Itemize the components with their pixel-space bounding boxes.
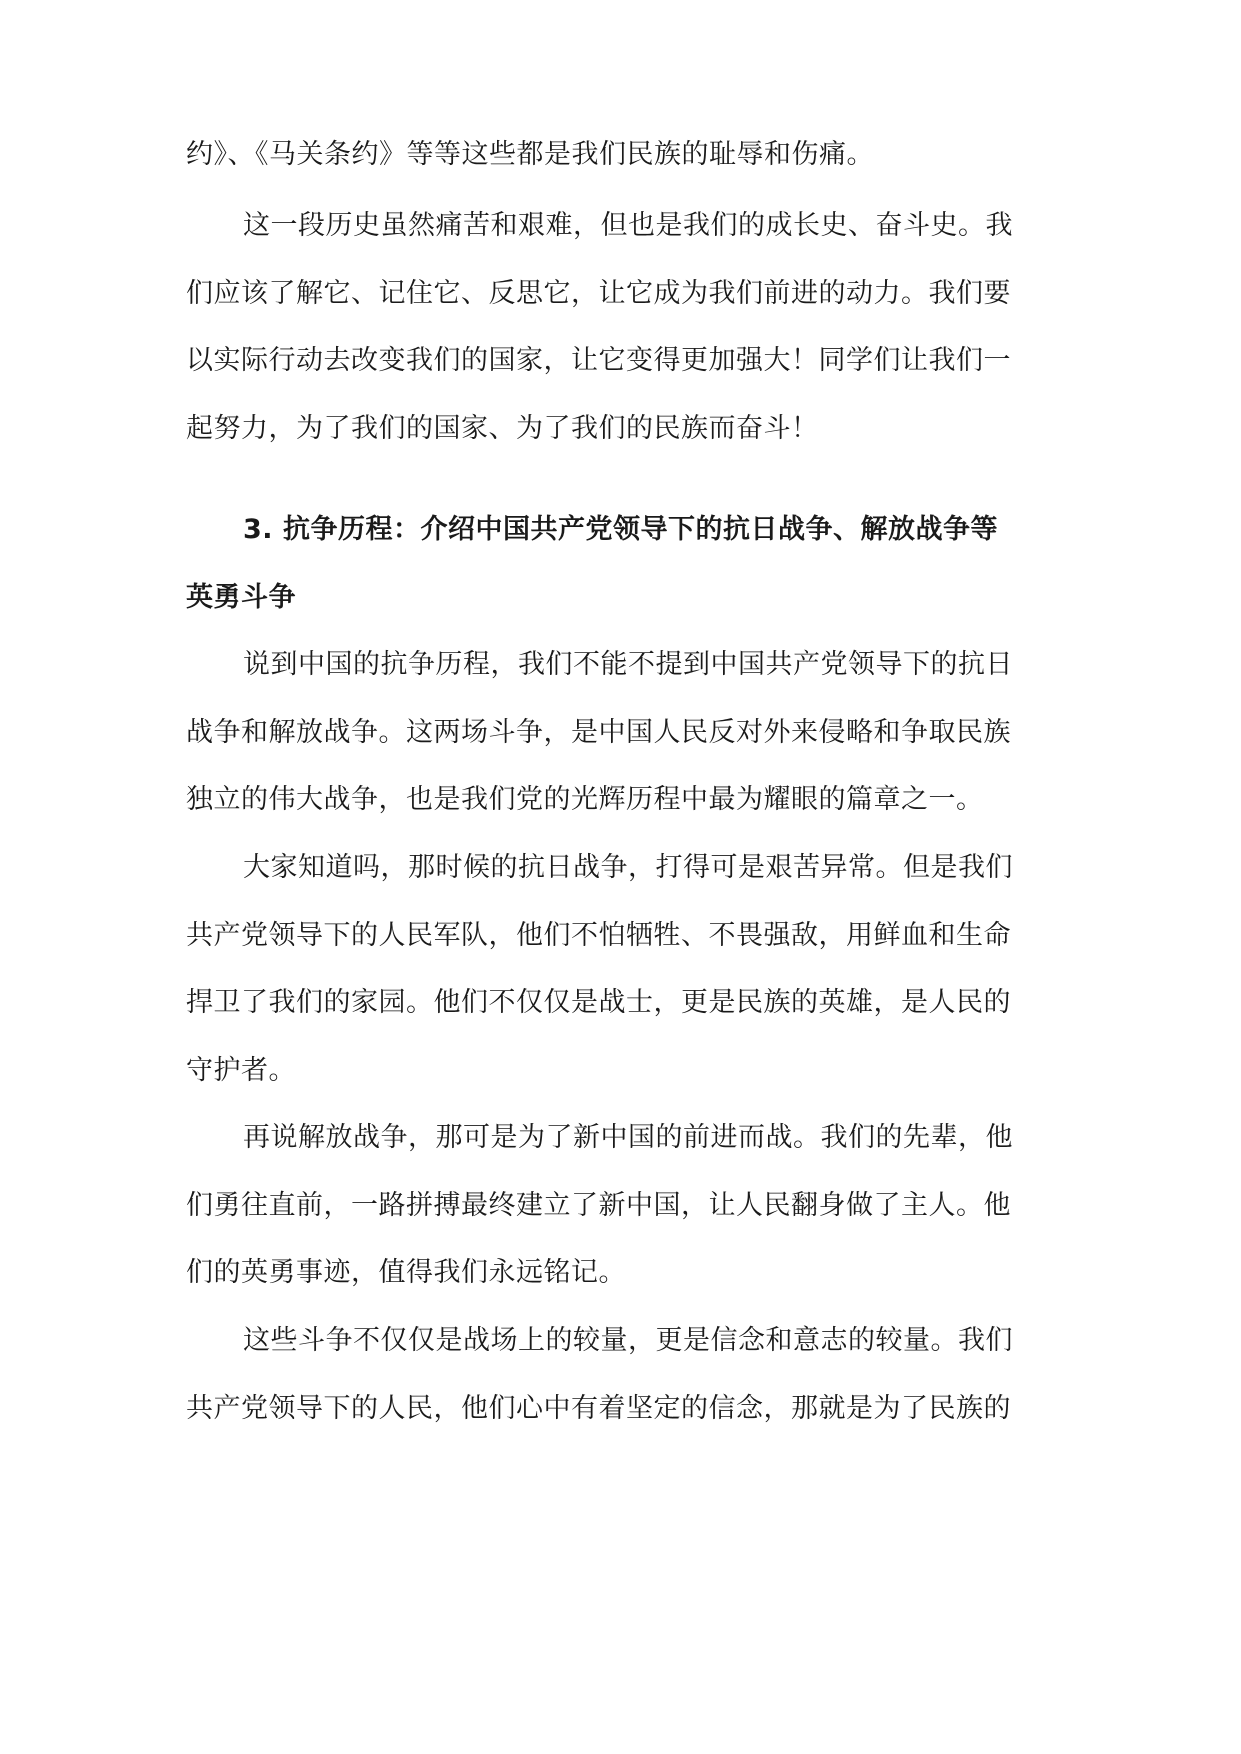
body-text-line: 们勇往直前，一路拼搏最终建立了新中国，让人民翻身做了主人。他 [186,1190,1011,1221]
body-text-line: 独立的伟大战争，也是我们党的光辉历程中最为耀眼的篇章之一。 [186,784,984,815]
body-text-line: 们应该了解它、记住它、反思它，让它成为我们前进的动力。我们要 [186,278,1011,309]
body-text-line: 说到中国的抗争历程，我们不能不提到中国共产党领导下的抗日 [243,649,1013,680]
body-text-line: 捍卫了我们的家园。他们不仅仅是战士，更是民族的英雄，是人民的 [186,987,1011,1018]
body-text-line: 大家知道吗，那时候的抗日战争，打得可是艰苦异常。但是我们 [243,852,1013,883]
body-text-line: 以实际行动去改变我们的国家，让它变得更加强大！同学们让我们一 [186,345,1011,376]
section-heading: 3. 抗争历程：介绍中国共产党领导下的抗日战争、解放战争等 [243,514,998,545]
body-text-line: 共产党领导下的人民，他们心中有着坚定的信念，那就是为了民族的 [186,1393,1011,1424]
body-text-line: 再说解放战争，那可是为了新中国的前进而战。我们的先辈，他 [243,1122,1013,1153]
body-text-line: 起努力，为了我们的国家、为了我们的民族而奋斗！ [186,413,819,444]
body-text-line: 约》、《马关条约》等等这些都是我们民族的耻辱和伤痛。 [186,139,874,170]
section-heading: 英勇斗争 [186,582,296,613]
body-text-line: 战争和解放战争。这两场斗争，是中国人民反对外来侵略和争取民族 [186,717,1011,748]
body-text-line: 们的英勇事迹，值得我们永远铭记。 [186,1257,626,1288]
body-text-line: 守护者。 [186,1055,296,1086]
body-text-line: 共产党领导下的人民军队，他们不怕牺牲、不畏强敌，用鲜血和生命 [186,920,1011,951]
body-text-line: 这一段历史虽然痛苦和艰难，但也是我们的成长史、奋斗史。我 [243,210,1013,241]
body-text-line: 这些斗争不仅仅是战场上的较量，更是信念和意志的较量。我们 [243,1325,1013,1356]
